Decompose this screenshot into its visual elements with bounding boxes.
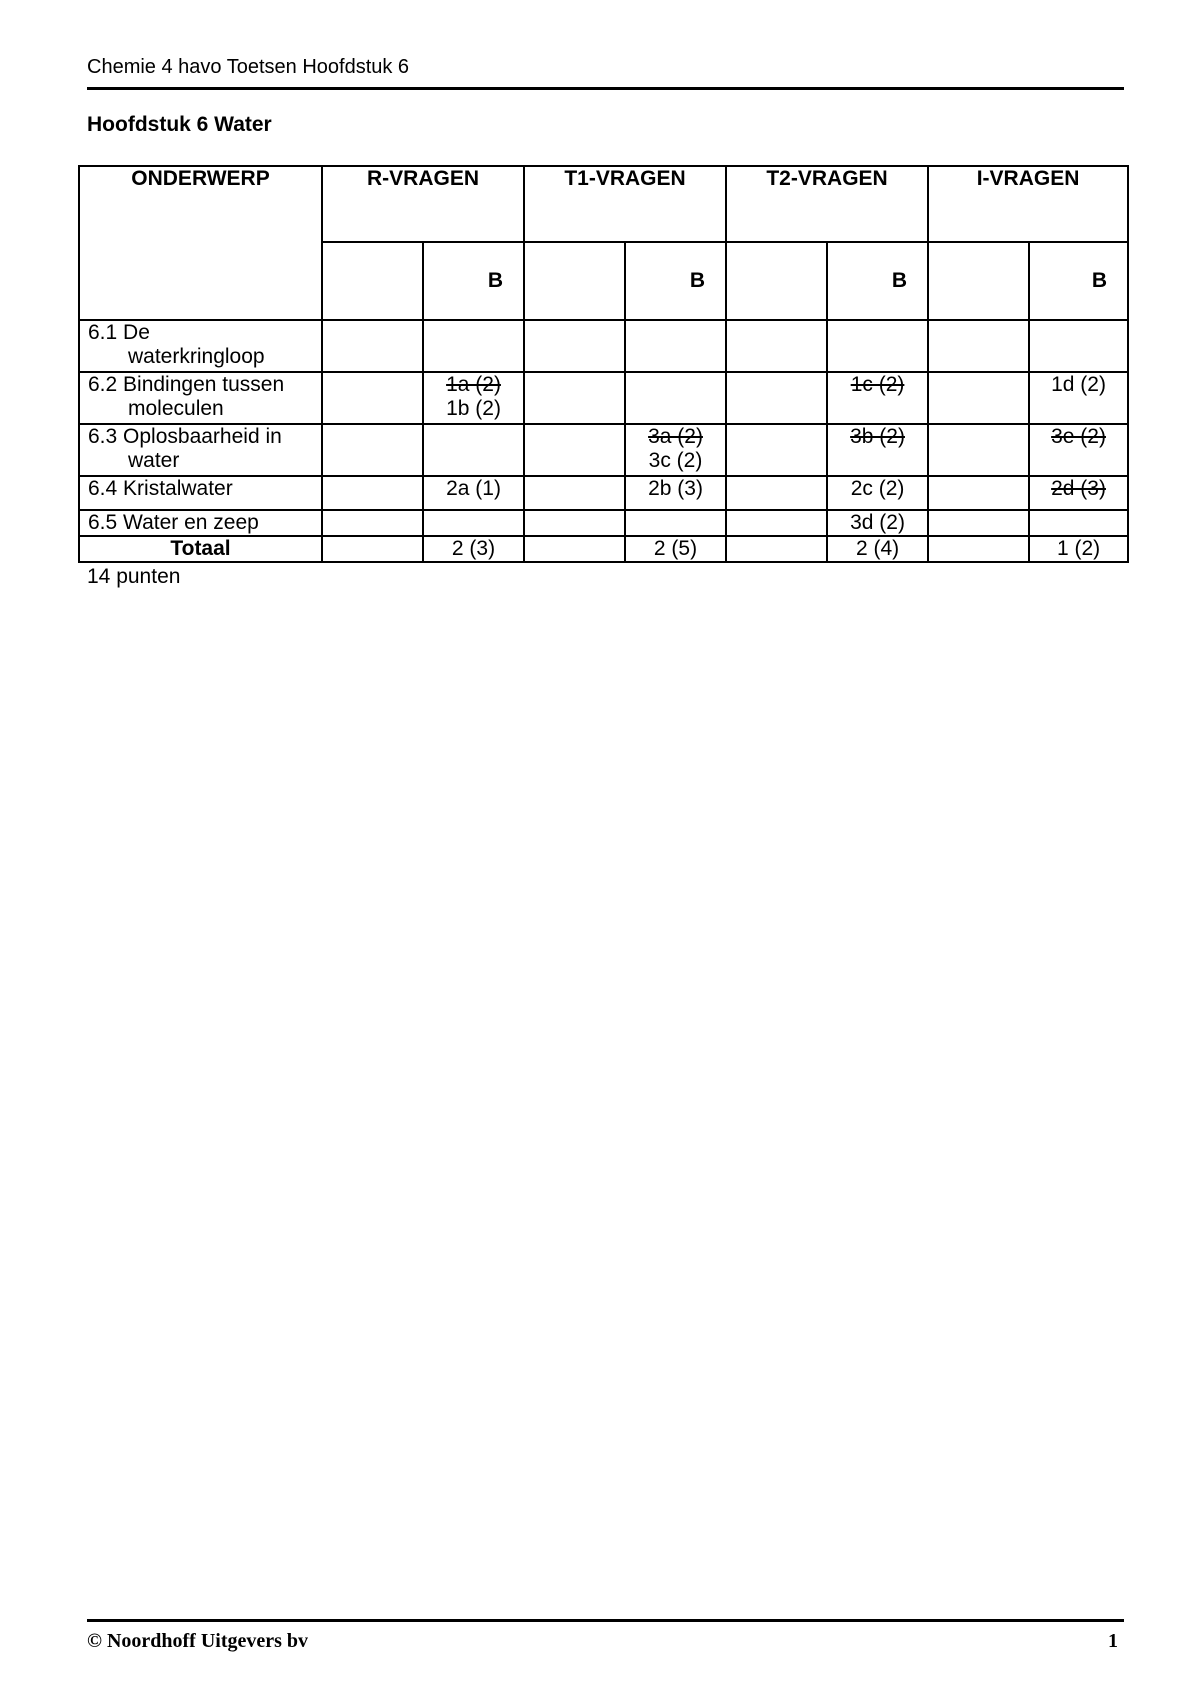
question-ref: 2a (1) [446,477,501,500]
topic-cell [79,320,322,372]
empty-cell [726,510,827,536]
empty-cell [726,536,827,562]
topic-cell [79,372,322,424]
table-row [79,320,1128,372]
running-header: Chemie 4 havo Toetsen Hoofdstuk 6 [87,56,410,78]
topic-line: 6.1 De [88,321,150,344]
empty-cell [928,424,1029,476]
question-cell-i [1029,372,1128,424]
topic-line: 6.5 Water en zeep [88,511,259,534]
question-ref-struck: 3a (2) [648,425,703,448]
question-ref-struck: 2d (3) [1051,477,1106,500]
question-ref: 2c (2) [850,477,905,500]
empty-cell [928,320,1029,372]
empty-cell [524,424,625,476]
empty-cell [322,510,423,536]
points-total: 14 punten [87,565,181,588]
topic-line-continued: water [128,449,180,472]
empty-cell [928,510,1029,536]
sub-header-b: B [1029,242,1128,320]
question-ref: 3c (2) [648,449,703,472]
empty-cell [524,510,625,536]
sub-header-blank [524,242,625,320]
header-row [79,166,1128,242]
topic-line: 6.4 Kristalwater [88,477,233,500]
page-number: 1 [1108,1630,1118,1652]
empty-cell [726,372,827,424]
question-cell-i [1029,424,1128,476]
empty-cell [524,476,625,510]
topic-line: 6.2 Bindingen tussen [88,373,285,396]
total-row [79,536,1128,562]
group-header-r: R-VRAGEN [322,166,524,242]
table-row [79,424,1128,476]
group-header-t1: T1-VRAGEN [524,166,726,242]
sub-header-b: B [625,242,726,320]
question-cell-i [1029,510,1128,536]
header-rule [87,87,1124,90]
question-cell-r [423,476,524,510]
footer-copyright: © Noordhoff Uitgevers bv [87,1630,309,1652]
footer-rule [87,1619,1124,1622]
sub-header-blank [928,242,1029,320]
question-cell-i [1029,320,1128,372]
question-cell-i [1029,476,1128,510]
question-cell-r [423,424,524,476]
empty-cell [524,536,625,562]
question-cell-r [423,320,524,372]
topic-column-header: ONDERWERP [79,166,322,320]
topic-cell [79,510,322,536]
question-cell-t2 [827,372,928,424]
empty-cell [322,372,423,424]
question-ref: 3d (2) [850,511,905,534]
question-ref-struck: 1a (2) [446,373,501,396]
question-cell-t1 [625,424,726,476]
question-cell-t1 [625,510,726,536]
table-row [79,510,1128,536]
empty-cell [322,320,423,372]
topic-line-continued: moleculen [128,397,224,420]
sub-header-blank [322,242,423,320]
question-ref: 1b (2) [446,397,501,420]
topic-cell [79,476,322,510]
total-label: Totaal [79,536,322,562]
question-cell-r [423,372,524,424]
empty-cell [726,320,827,372]
group-header-t2: T2-VRAGEN [726,166,928,242]
table-row [79,476,1128,510]
total-i: 1 (2) [1029,536,1128,562]
question-ref: 2b (3) [648,477,703,500]
group-header-i: I-VRAGEN [928,166,1128,242]
question-cell-t1 [625,476,726,510]
sub-header-b: B [423,242,524,320]
total-r: 2 (3) [423,536,524,562]
question-cell-t1 [625,320,726,372]
question-cell-t1 [625,372,726,424]
empty-cell [928,536,1029,562]
question-ref-struck: 3b (2) [850,425,905,448]
question-ref: 1d (2) [1051,373,1106,396]
total-t2: 2 (4) [827,536,928,562]
question-cell-t2 [827,510,928,536]
total-t1: 2 (5) [625,536,726,562]
question-ref-struck: 1c (2) [850,373,905,396]
empty-cell [928,476,1029,510]
empty-cell [322,476,423,510]
empty-cell [726,476,827,510]
topic-line-continued: waterkringloop [128,345,265,368]
question-cell-t2 [827,320,928,372]
topic-line: 6.3 Oplosbaarheid in [88,425,282,448]
question-ref-struck: 3e (2) [1051,425,1106,448]
sub-header-blank [726,242,827,320]
empty-cell [322,536,423,562]
question-cell-t2 [827,424,928,476]
empty-cell [524,320,625,372]
topic-cell [79,424,322,476]
empty-cell [524,372,625,424]
question-matrix-table [78,165,1129,563]
sub-header-b: B [827,242,928,320]
empty-cell [322,424,423,476]
empty-cell [726,424,827,476]
table-row [79,372,1128,424]
empty-cell [928,372,1029,424]
page-title: Hoofdstuk 6 Water [87,113,272,136]
question-cell-r [423,510,524,536]
question-cell-t2 [827,476,928,510]
